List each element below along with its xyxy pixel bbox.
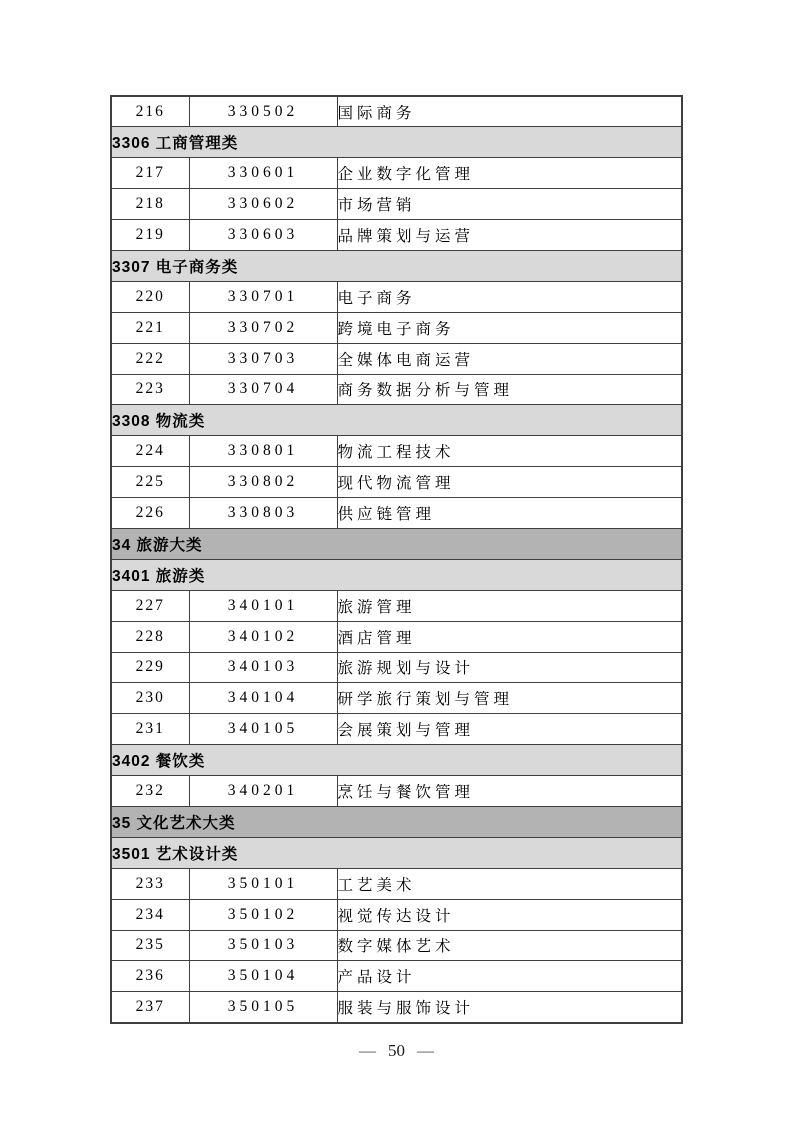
row-seq: 224 (111, 436, 189, 467)
row-seq: 233 (111, 868, 189, 899)
table-row (111, 374, 682, 405)
row-code: 350105 (189, 992, 337, 1023)
row-code: 330803 (189, 498, 337, 529)
table-row (111, 343, 682, 374)
row-seq: 220 (111, 281, 189, 312)
table-row (111, 96, 682, 127)
row-name: 旅游规划与设计 (337, 652, 682, 683)
row-name: 旅游管理 (337, 590, 682, 621)
row-seq: 236 (111, 961, 189, 992)
row-seq: 218 (111, 189, 189, 220)
row-name: 酒店管理 (337, 621, 682, 652)
row-name: 跨境电子商务 (337, 312, 682, 343)
row-code: 340105 (189, 714, 337, 745)
row-seq: 222 (111, 343, 189, 374)
major-category-header-row (111, 806, 682, 837)
major-category-header: 34 旅游大类 (111, 528, 682, 559)
row-name: 电子商务 (337, 281, 682, 312)
row-name: 数字媒体艺术 (337, 930, 682, 961)
row-name: 工艺美术 (337, 868, 682, 899)
row-seq: 219 (111, 220, 189, 251)
row-code: 350102 (189, 899, 337, 930)
row-code: 330602 (189, 189, 337, 220)
category-header-row (111, 127, 682, 158)
table-row (111, 436, 682, 467)
row-name: 视觉传达设计 (337, 899, 682, 930)
row-seq: 232 (111, 776, 189, 807)
row-name: 供应链管理 (337, 498, 682, 529)
row-seq: 223 (111, 374, 189, 405)
table-row (111, 498, 682, 529)
row-seq: 237 (111, 992, 189, 1023)
row-seq: 234 (111, 899, 189, 930)
row-seq: 235 (111, 930, 189, 961)
table-row (111, 158, 682, 189)
row-code: 340201 (189, 776, 337, 807)
row-seq: 229 (111, 652, 189, 683)
row-code: 330802 (189, 467, 337, 498)
footer-dash-left: — (359, 1041, 376, 1060)
row-seq: 227 (111, 590, 189, 621)
major-catalog-table (110, 95, 683, 1024)
table-row (111, 189, 682, 220)
category-header: 3307 电子商务类 (111, 250, 682, 281)
table-row (111, 590, 682, 621)
row-name: 研学旅行策划与管理 (337, 683, 682, 714)
category-header: 3306 工商管理类 (111, 127, 682, 158)
category-header-row (111, 745, 682, 776)
row-name: 服装与服饰设计 (337, 992, 682, 1023)
category-header-row (111, 559, 682, 590)
row-code: 340102 (189, 621, 337, 652)
table-row (111, 961, 682, 992)
table-row (111, 467, 682, 498)
category-header: 3402 餐饮类 (111, 745, 682, 776)
table-row (111, 220, 682, 251)
row-name: 现代物流管理 (337, 467, 682, 498)
row-name: 烹饪与餐饮管理 (337, 776, 682, 807)
page-footer (0, 1041, 793, 1061)
row-code: 340103 (189, 652, 337, 683)
row-code: 330702 (189, 312, 337, 343)
category-header-row (111, 405, 682, 436)
major-category-header-row (111, 528, 682, 559)
category-header: 3401 旅游类 (111, 559, 682, 590)
row-seq: 231 (111, 714, 189, 745)
table-row (111, 652, 682, 683)
row-name: 全媒体电商运营 (337, 343, 682, 374)
row-seq: 226 (111, 498, 189, 529)
row-name: 企业数字化管理 (337, 158, 682, 189)
row-code: 330703 (189, 343, 337, 374)
row-name: 国际商务 (337, 96, 682, 127)
table-row (111, 868, 682, 899)
row-name: 会展策划与管理 (337, 714, 682, 745)
table-body (111, 96, 682, 1023)
row-seq: 216 (111, 96, 189, 127)
row-code: 340101 (189, 590, 337, 621)
table-row (111, 683, 682, 714)
major-category-header: 35 文化艺术大类 (111, 806, 682, 837)
row-code: 340104 (189, 683, 337, 714)
table-row (111, 930, 682, 961)
table-row (111, 281, 682, 312)
row-code: 330603 (189, 220, 337, 251)
table-row (111, 776, 682, 807)
table-row (111, 899, 682, 930)
row-seq: 217 (111, 158, 189, 189)
table-row (111, 992, 682, 1023)
category-header: 3501 艺术设计类 (111, 837, 682, 868)
row-name: 市场营销 (337, 189, 682, 220)
page-number: 50 (388, 1041, 405, 1060)
category-header-row (111, 837, 682, 868)
row-code: 330502 (189, 96, 337, 127)
category-header-row (111, 250, 682, 281)
row-name: 产品设计 (337, 961, 682, 992)
row-seq: 221 (111, 312, 189, 343)
row-seq: 228 (111, 621, 189, 652)
table-row (111, 621, 682, 652)
row-name: 商务数据分析与管理 (337, 374, 682, 405)
row-code: 330801 (189, 436, 337, 467)
row-seq: 225 (111, 467, 189, 498)
table-row (111, 714, 682, 745)
footer-dash-right: — (417, 1041, 434, 1060)
row-seq: 230 (111, 683, 189, 714)
row-name: 品牌策划与运营 (337, 220, 682, 251)
row-code: 330701 (189, 281, 337, 312)
row-code: 350103 (189, 930, 337, 961)
category-header: 3308 物流类 (111, 405, 682, 436)
row-code: 350104 (189, 961, 337, 992)
row-code: 330601 (189, 158, 337, 189)
row-code: 330704 (189, 374, 337, 405)
row-code: 350101 (189, 868, 337, 899)
row-name: 物流工程技术 (337, 436, 682, 467)
table-row (111, 312, 682, 343)
